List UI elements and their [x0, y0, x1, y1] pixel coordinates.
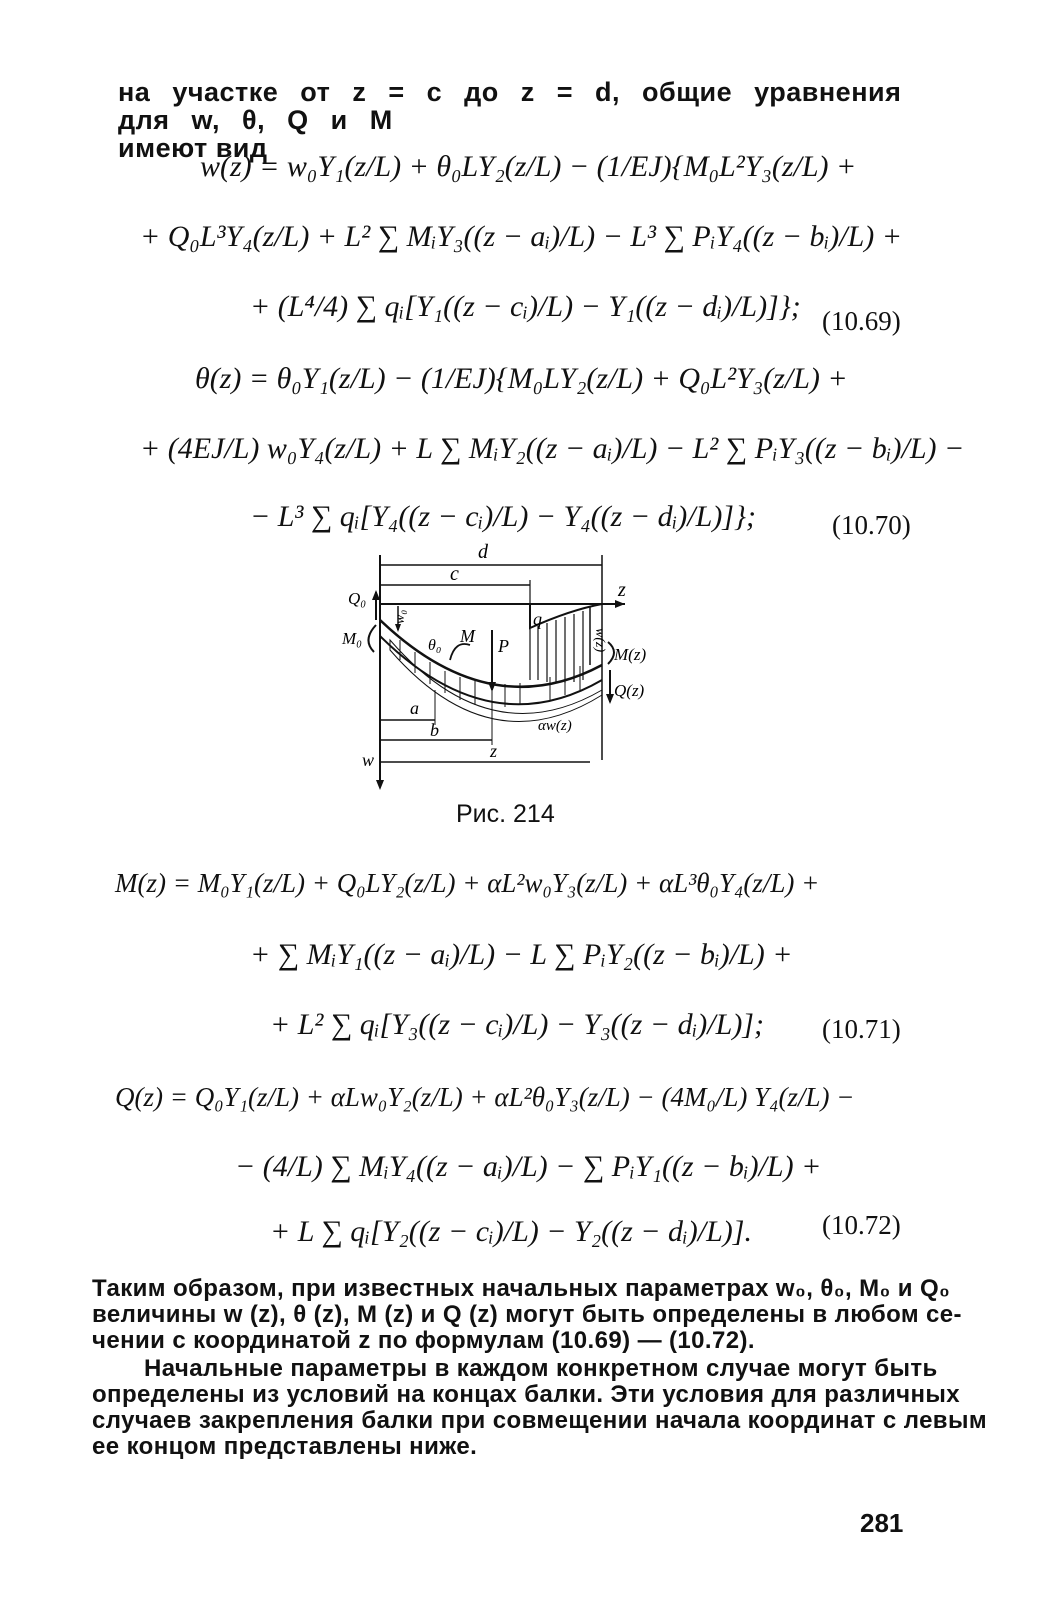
equation-line: Q(z) = Q₀Y₁(z/L) + αLw₀Y₂(z/L) + αL²θ₀Y₃(z/L) − (4M₀/L) Y₄(z/L) −: [115, 1082, 855, 1112]
paragraph-line: чении с координатой z по формулам (10.69) — (10.72).: [92, 1327, 755, 1354]
label-q: q: [533, 609, 542, 629]
equation-line: θ(z) = θ₀Y₁(z/L) − (1/EJ){M₀LY₂(z/L) + Q₀L²Y₃(z/L) +: [195, 362, 848, 395]
label-z-axis: z: [618, 579, 626, 601]
paragraph-1: [92, 1276, 962, 1354]
equation-line: − L³ ∑ qᵢ[Y₄((z − cᵢ)/L) − Y₄((z − dᵢ)/L)]};: [250, 500, 756, 533]
equation-line: + (L⁴/4) ∑ qᵢ[Y₁((z − cᵢ)/L) − Y₁((z − dᵢ)/L)]};: [250, 290, 801, 323]
label-mz: M(z): [614, 645, 647, 664]
label-theta0: θ₀: [428, 637, 442, 654]
equation-line: − (4/L) ∑ MᵢY₄((z − aᵢ)/L) − ∑ PᵢY₁((z − bᵢ)/L) +: [235, 1150, 822, 1183]
equation-line: + (4EJ/L) w₀Y₄(z/L) + L ∑ MᵢY₂((z − aᵢ)/L) − L² ∑ PᵢY₃((z − bᵢ)/L) −: [140, 432, 965, 465]
figure-caption: Рис. 214: [456, 800, 555, 828]
equation-line: w(z) = w₀Y₁(z/L) + θ₀LY₂(z/L) − (1/EJ){M₀L²Y₃(z/L) +: [200, 150, 857, 183]
equation-line: M(z) = M₀Y₁(z/L) + Q₀LY₂(z/L) + αL²w₀Y₃(z/L) + αL³θ₀Y₄(z/L) +: [115, 868, 820, 898]
equation-number: (10.71): [822, 1014, 901, 1044]
intro-line-1: на участке от z = c до z = d, общие уравнения для w, θ, Q и M: [118, 77, 902, 135]
paragraph-line: ее концом представлены ниже.: [92, 1433, 478, 1460]
label-qz: Q(z): [614, 681, 645, 700]
equation-line: + L ∑ qᵢ[Y₂((z − cᵢ)/L) − Y₂((z − dᵢ)/L)].: [270, 1215, 752, 1248]
paragraph-line: определены из условий на концах балки. Эти условия для различных: [92, 1381, 961, 1408]
label-m0: M₀: [342, 629, 363, 648]
paragraph-line: Начальные параметры в каждом конкретном случае могут быть: [144, 1355, 938, 1382]
page-number: 281: [860, 1508, 904, 1538]
label-w0: w₀: [393, 609, 408, 624]
paragraph-line: случаев закрепления балки при совмещении начала координат с левым: [92, 1407, 988, 1434]
equation-line: + Q₀L³Y₄(z/L) + L² ∑ MᵢY₃((z − aᵢ)/L) − L³ ∑ PᵢY₄((z − bᵢ)/L) +: [140, 220, 902, 253]
paragraph-2: [92, 1356, 987, 1460]
equation-number: (10.69): [822, 306, 901, 336]
label-q0: Q₀: [348, 589, 367, 608]
label-m: M: [460, 626, 475, 646]
equation-line: + L² ∑ qᵢ[Y₃((z − cᵢ)/L) − Y₃((z − dᵢ)/L)];: [270, 1008, 764, 1041]
label-a: a: [410, 698, 419, 718]
label-z-dimension: z: [490, 741, 498, 761]
paragraph-line: величины w (z), θ (z), M (z) и Q (z) могут быть определены в любом се-: [92, 1301, 962, 1328]
equation-number: (10.70): [832, 510, 911, 540]
label-c: c: [450, 563, 459, 585]
label-p: P: [498, 636, 509, 656]
label-w-axis: w: [362, 750, 375, 770]
label-b: b: [430, 720, 439, 740]
label-d: d: [478, 541, 488, 563]
equation-number: (10.72): [822, 1210, 901, 1240]
label-alpha-wz: αw(z): [538, 718, 572, 734]
paragraph-line: Таким образом, при известных начальных параметрах w₀, θ₀, M₀ и Q₀: [92, 1275, 951, 1302]
label-wz: w(z): [592, 628, 607, 653]
intro-line-2: имеют вид: [118, 133, 268, 163]
equation-line: + ∑ MᵢY₁((z − aᵢ)/L) − L ∑ PᵢY₂((z − bᵢ)/L) +: [250, 938, 793, 971]
beam-figure: [340, 540, 647, 800]
